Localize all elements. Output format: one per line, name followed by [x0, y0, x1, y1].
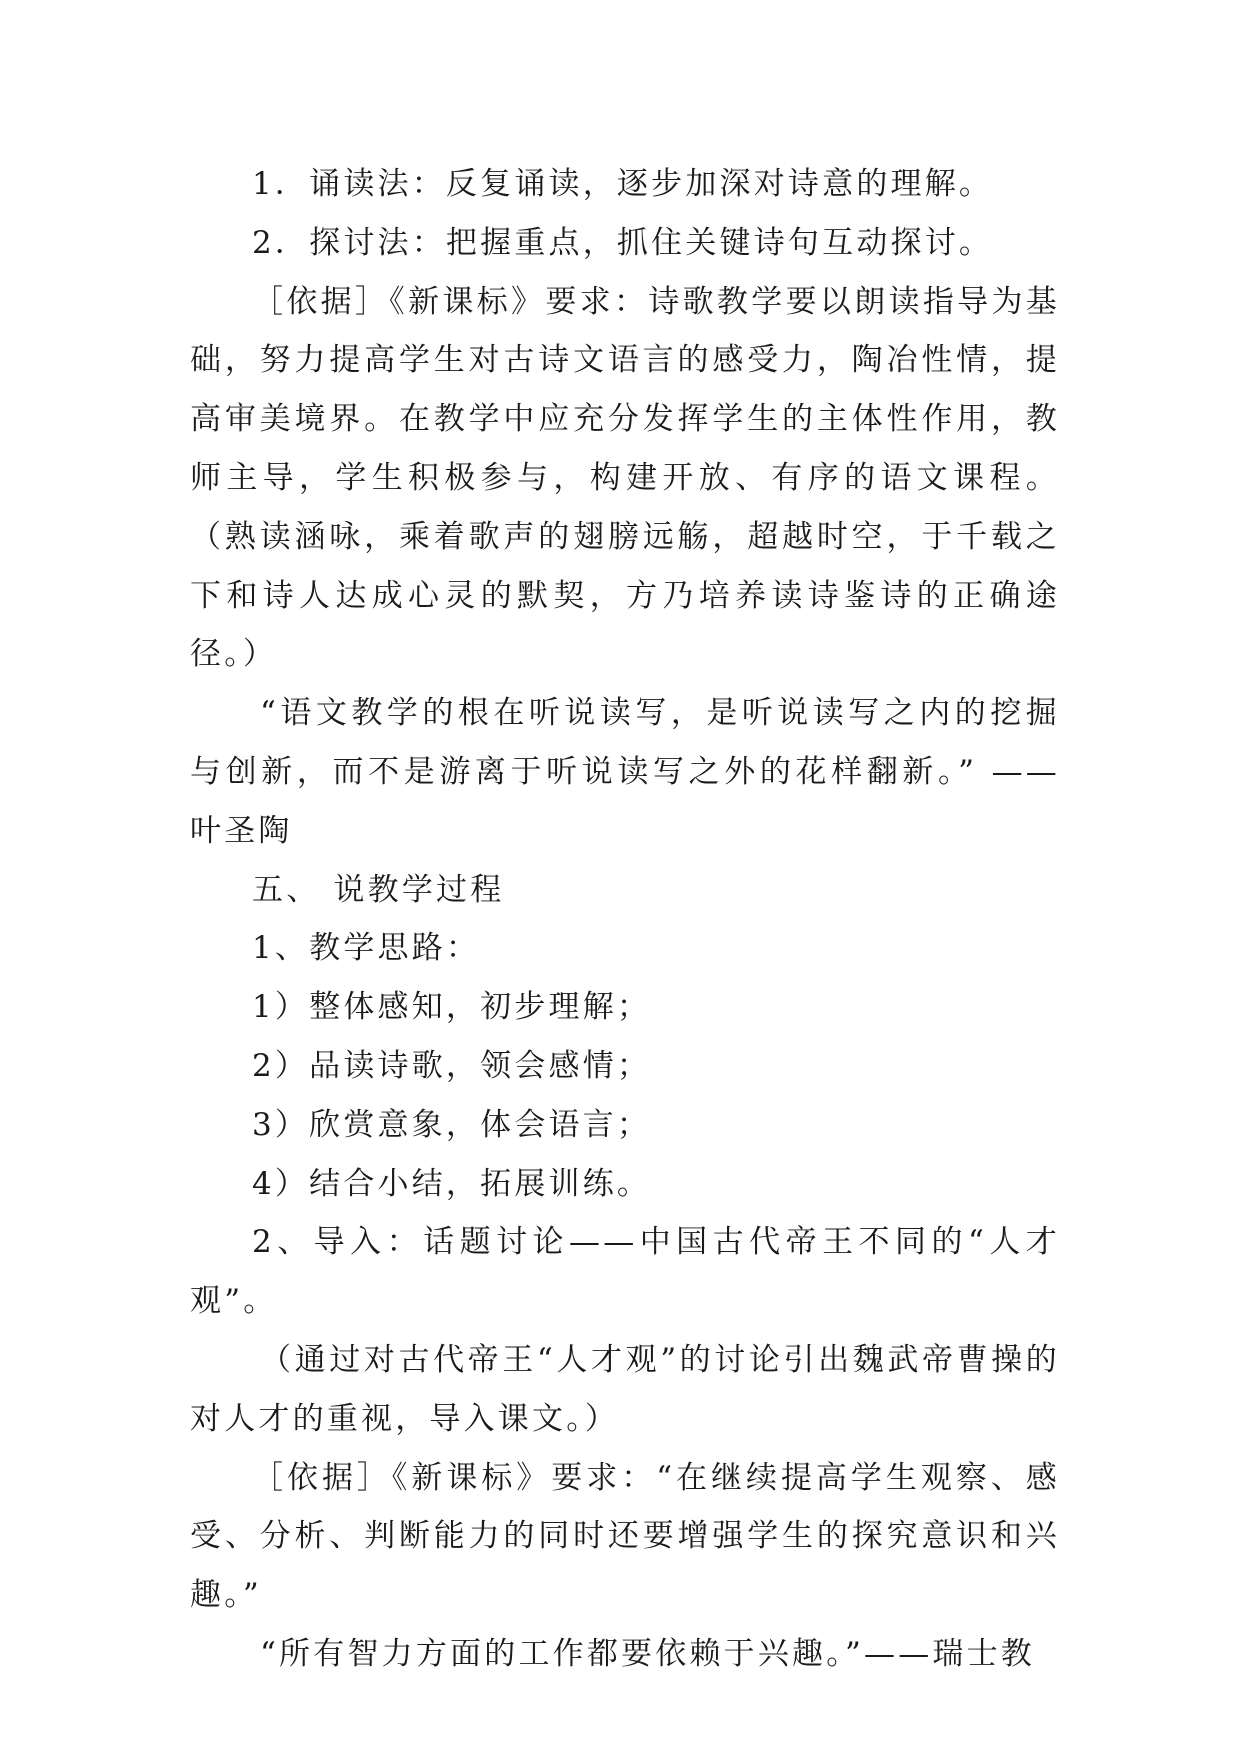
approach-step-1: 1）整体感知，初步理解； — [252, 989, 652, 1026]
approach-step-3: 3）欣赏意象，体会语言； — [252, 1106, 652, 1143]
quote-interest: “所有智力方面的工作都要依赖于兴趣。”——瑞士教 — [260, 1635, 1035, 1672]
approach-step-4: 4）结合小结，拓展训练。 — [252, 1165, 652, 1202]
method-discussion: 2．探讨法：把握重点，抓住关键诗句互动探讨。 — [252, 224, 994, 261]
basis-paragraph-1: ［依据］《新课标》要求：诗歌教学要以朗读指导为基础，努力提高学生对古诗文语言的感受力，陶冶性情，提高审美境界。在教学中应充分发挥学生的主体性作用，教师主导，学生积极参与，构建开放、有序的语文课程。（熟读涵咏，乘着歌声的翅膀远觞，超越时空，于千载之下和诗人达成心灵的默契，方乃培养读诗鉴诗的正确途径。） — [190, 283, 1060, 673]
document-body — [190, 155, 1060, 1684]
introduction-note: （通过对古代帝王“人才观”的讨论引出魏武帝曹操的对人才的重视，导入课文。） — [190, 1341, 1060, 1437]
method-recitation: 1．诵读法：反复诵读，逐步加深对诗意的理解。 — [252, 166, 994, 202]
teaching-approach-heading: 1、教学思路： — [252, 930, 481, 967]
basis-paragraph-2: ［依据］《新课标》要求：“在继续提高学生观察、感受、分析、判断能力的同时还要增强学生的探究意识和兴趣。” — [190, 1459, 1060, 1614]
introduction-paragraph: 2、导入：话题讨论——中国古代帝王不同的“人才观”。 — [190, 1224, 1060, 1320]
section-heading-teaching-process: 五、 说教学过程 — [252, 871, 505, 908]
approach-step-2: 2）品读诗歌，领会感情； — [252, 1047, 652, 1084]
quote-ye-shengtao: “语文教学的根在听说读写，是听说读写之内的挖掘与创新，而不是游离于听说读写之外的花样翻新。” ——叶圣陶 — [190, 695, 1060, 849]
